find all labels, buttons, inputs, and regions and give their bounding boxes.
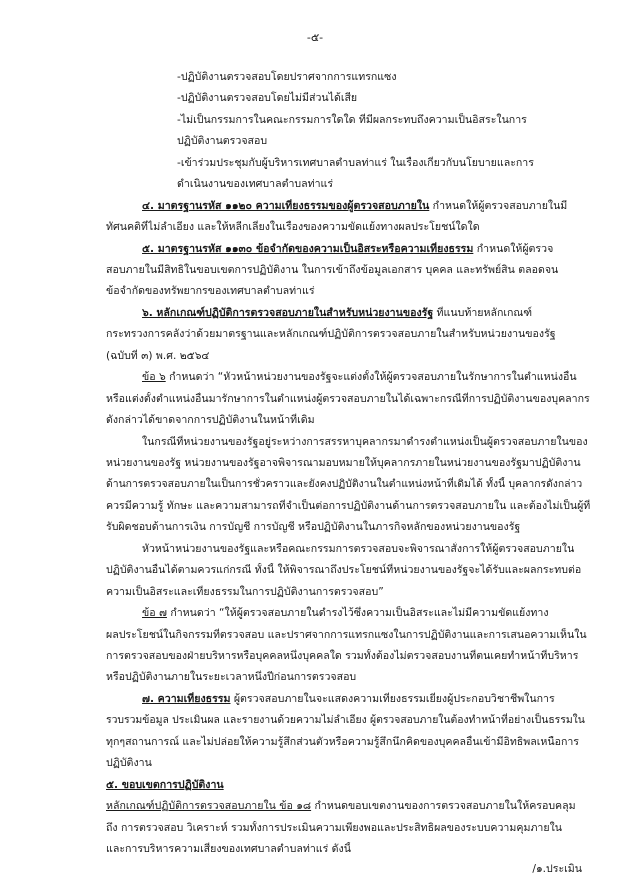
- paragraph-line: หัวหน้าหน่วยงานของรัฐและหรือคณะกรรมการตรวจสอบจะพิจารณาสั่งการให้ผู้ตรวจสอบภายใน: [142, 543, 575, 555]
- section-6-heading: ๖. หลักเกณฑ์ปฏิบัติการตรวจสอบภายในสำหรับหน่วยงานของรัฐ: [142, 307, 434, 319]
- paragraph-line: ปฏิบัติงานอื่นได้ตามควรแก่กรณี ทั้งนี้ ให้พิจารณาถึงประโยชน์ที่หน่วยงานของรัฐจะได้รับและผลกระทบต่อ: [106, 564, 582, 576]
- clause-6-label: ข้อ ๖: [142, 371, 166, 383]
- paragraph-line: ในกรณีที่หน่วยงานของรัฐอยู่ระหว่างการสรรหาบุคลากรมาดำรงตำแหน่งเป็นผู้ตรวจสอบภายในของ: [142, 436, 588, 448]
- list-item-continued: ปฏิบัติงานตรวจสอบ: [177, 135, 268, 147]
- clause-7-line: ผลประโยชน์ในกิจกรรมที่ตรวจสอบ และปราศจากการแทรกแซงในการปฏิบัติงานและการเสนอความเห็นใน: [106, 629, 587, 641]
- clause-7-line: การตรวจสอบของฝ่ายบริหารหรือบุคคลหนึ่งบุคคลใด รวมทั้งต้องไม่ตรวจสอบงานที่ตนเคยทำหน้าที่บริหาร: [106, 650, 579, 662]
- list-item: -ปฏิบัติงานตรวจสอบโดยปราศจากการแทรกแซง: [177, 71, 397, 83]
- section-4-heading: ๔. มาตรฐานรหัส ๑๑๒๐ ความเที่ยงธรรมของผู้ตรวจสอบภายใน: [142, 200, 430, 212]
- section-7: [142, 692, 555, 706]
- section-7-line: รวบรวมข้อมูล ประเมินผล และรายงานด้วยความไม่ลำเอียง ผู้ตรวจสอบภายในต้องทำหน้าที่อย่างเป็นธรรมใน: [106, 714, 585, 726]
- section-8-scope: [106, 799, 576, 813]
- section-5-line: สอบภายในมีสิทธิในขอบเขตการปฏิบัติงาน ในการเข้าถึงข้อมูลเอกสาร บุคคล และทรัพย์สิน ตลอดจน: [106, 264, 559, 276]
- section-7-heading: ๗. ความเที่ยงธรรม: [142, 693, 231, 705]
- clause-6-text: กำหนดว่า “หัวหน้าหน่วยงานของรัฐจะแต่งตั้งให้ผู้ตรวจสอบภายในรักษาการในตำแหน่งอื่น: [165, 371, 577, 383]
- section-5-text: กำหนดให้ผู้ตรวจ: [473, 243, 554, 255]
- section-8-line: ถึง การตรวจสอบ วิเคราะห์ รวมทั้งการประเมินความเพียงพอและประสิทธิผลของระบบความคุมภายใน: [106, 822, 562, 834]
- section-8-label: หลักเกณฑ์ปฏิบัติการตรวจสอบภายใน ข้อ ๑๘: [106, 800, 312, 812]
- section-6-text: ที่แนบท้ายหลักเกณฑ์: [433, 307, 533, 319]
- paragraph-line: รับผิดชอบด้านการเงิน การบัญชี การบัญชี หรือปฏิบัติงานในภารกิจหลักของหน่วยงานของรัฐ: [106, 521, 521, 533]
- section-8: [106, 778, 224, 792]
- paragraph-line: ด้านการตรวจสอบภายในเป็นการชั่วคราวและยังคงปฏิบัติงานในตำแหน่งหน้าที่เดิมได้ ทั้งนี้ บุคลากรดังกล่าว: [106, 478, 583, 490]
- clause-7-text: กำหนดว่า “ให้ผู้ตรวจสอบภายในดำรงไว้ซึ่งความเป็นอิสระและไม่มีความขัดแย้งทาง: [166, 607, 549, 619]
- paragraph-line: ความเป็นอิสระและเที่ยงธรรมในการปฏิบัติงานการตรวจสอบ”: [106, 586, 384, 598]
- list-item: -ปฏิบัติงานตรวจสอบโดยไม่มีส่วนได้เสีย: [177, 92, 358, 104]
- clause-6-line: ดังกล่าวได้ขาดจากการปฏิบัติงานในหน้าที่เดิม: [106, 414, 315, 426]
- section-4-line: ทัศนคติที่ไม่ลำเอียง และให้หลีกเลี่ยงในเรื่องของความขัดแย้งทางผลประโยชน์ใดใด: [106, 221, 480, 233]
- clause-6: [142, 370, 577, 384]
- list-item: -เข้าร่วมประชุมกับผู้บริหารเทศบาลตำบลท่าแร่ ในเรื่องเกี่ยวกับนโยบายและการ: [177, 157, 534, 169]
- section-7-text: ผู้ตรวจสอบภายในจะแสดงความเที่ยงธรรมเยี่ยงผู้ประกอบวิชาชีพในการ: [230, 693, 555, 705]
- clause-6-line: หรือแต่งตั้งตำแหน่งอื่นมารักษาการในตำแหน่งผู้ตรวจสอบภายในได้เฉพาะกรณีที่การปฏิบัติงานของบุคลากร: [106, 393, 590, 405]
- section-6: [142, 306, 532, 320]
- section-4-text: กำหนดให้ผู้ตรวจสอบภายในมี: [429, 200, 568, 212]
- section-5: [142, 242, 553, 256]
- list-item: -ไม่เป็นกรรมการในคณะกรรมการใดใด ที่มีผลกระทบถึงความเป็นอิสระในการ: [177, 114, 527, 126]
- continuation-marker: /๑.ประเมิน: [532, 863, 582, 875]
- section-6-line: กระทรวงการคลังว่าด้วยมาตรฐานและหลักเกณฑ์ปฏิบัติการตรวจสอบภายในสำหรับหน่วยงานของรัฐ: [106, 328, 556, 340]
- section-4: [142, 199, 567, 213]
- section-5-line: ข้อจำกัดของทรัพยากรของเทศบาลตำบลท่าแร่: [106, 285, 315, 297]
- clause-7-line: หรือปฏิบัติงานภายในระยะเวลาหนึ่งปีก่อนการตรวจสอบ: [106, 671, 357, 683]
- section-8-heading: ๕. ขอบเขตการปฏิบัติงาน: [106, 779, 224, 791]
- section-6-line: (ฉบับที่ ๓) พ.ศ. ๒๕๖๔: [106, 350, 210, 362]
- section-8-text: กำหนดขอบเขตงานของการตรวจสอบภายในให้ครอบคลุม: [311, 800, 576, 812]
- clause-7-label: ข้อ ๗: [142, 607, 167, 619]
- section-5-heading: ๕. มาตรฐานรหัส ๑๑๓๐ ข้อจำกัดของความเป็นอิสระหรือความเที่ยงธรรม: [142, 243, 474, 255]
- section-7-line: ทุกๆสถานการณ์ และไม่ปล่อยให้ความรู้สึกส่วนตัวหรือความรู้สึกนึกคิดของบุคคลอื่นเข้ามีอิทธิพลเหนือการ: [106, 736, 579, 748]
- section-7-line: ปฏิบัติงาน: [106, 757, 152, 769]
- page-number: -๕-: [306, 31, 324, 44]
- section-8-line: และการบริหารความเสี่ยงของเทศบาลตำบลท่าแร่ ดังนี้: [106, 843, 351, 855]
- list-item-continued: ดำเนินงานของเทศบาลตำบลท่าแร่: [177, 178, 334, 190]
- paragraph-line: ควรมีความรู้ ทักษะ และความสามารถที่จำเป็นต่อการปฏิบัติงานด้านการตรวจสอบภายใน และต้องไม่เป็นผู้ที่: [106, 500, 590, 512]
- paragraph-line: หน่วยงานของรัฐ หน่วยงานของรัฐอาจพิจารณามอบหมายให้บุคลากรภายในหน่วยงานของรัฐมาปฏิบัติงาน: [106, 457, 581, 469]
- clause-7: [142, 606, 549, 620]
